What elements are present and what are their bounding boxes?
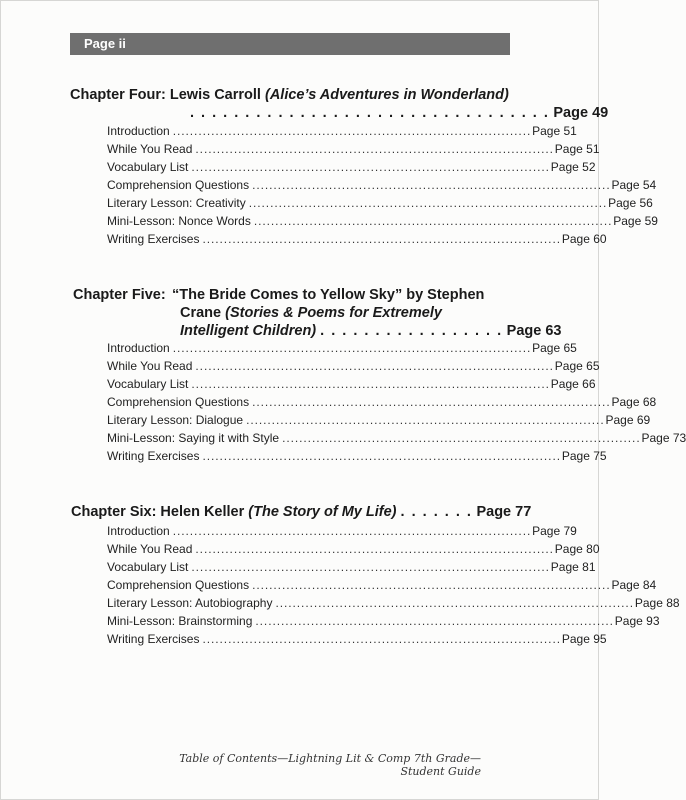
toc-entry-label: Comprehension Questions — [107, 178, 250, 192]
dot-leader — [252, 176, 608, 194]
dot-leader — [195, 540, 551, 558]
toc-entry-page: Page 51 — [554, 142, 600, 156]
chapter-six-title[interactable] — [71, 503, 531, 521]
toc-entry[interactable] — [107, 375, 596, 393]
dot-leader — [202, 447, 558, 465]
chapter-four-leader: . . . . . . . . . . . . . . . . . . . . . . . . . . . . . . . . . — [190, 105, 550, 121]
toc-entry-label: Literary Lesson: Creativity — [107, 196, 246, 210]
toc-entry-label: Comprehension Questions — [107, 395, 250, 409]
dot-leader — [282, 429, 638, 447]
dot-leader — [202, 630, 558, 648]
chapter-five-title[interactable] — [73, 286, 166, 304]
toc-entry-page: Page 52 — [550, 160, 596, 174]
toc-entry-page: Page 84 — [611, 578, 657, 592]
chapter-five-title-line2 — [180, 304, 442, 322]
toc-entry-label: Vocabulary List — [107, 160, 189, 174]
toc-entry-label: Comprehension Questions — [107, 578, 250, 592]
toc-entry[interactable] — [107, 212, 658, 230]
toc-entry-page: Page 65 — [554, 359, 600, 373]
toc-entry[interactable] — [107, 339, 577, 357]
toc-entry-label: Mini-Lesson: Nonce Words — [107, 214, 251, 228]
toc-entry-page: Page 75 — [561, 449, 607, 463]
toc-entry-page: Page 68 — [611, 395, 657, 409]
toc-entry[interactable] — [107, 630, 607, 648]
toc-entry-page: Page 56 — [608, 196, 653, 210]
chapter-four-title[interactable] — [70, 86, 509, 104]
toc-entry-label: Introduction — [107, 124, 170, 138]
chapter-six-leader: . . . . . . . — [400, 504, 473, 520]
toc-entry[interactable] — [107, 522, 577, 540]
chapter-five-title-line3 — [180, 322, 561, 340]
chapter-five-title-text: “The Bride Comes to Yellow Sky” by Stephen — [172, 287, 485, 303]
toc-entry-page: Page 81 — [550, 560, 596, 574]
dot-leader — [191, 158, 547, 176]
chapter-five-author-line: Crane — [180, 305, 222, 321]
dot-leader — [275, 594, 631, 612]
toc-entry-page: Page 65 — [532, 341, 577, 355]
dot-leader — [249, 194, 605, 212]
toc-entry[interactable] — [107, 612, 660, 630]
toc-entry-label: Mini-Lesson: Brainstorming — [107, 614, 253, 628]
toc-entry-label: Introduction — [107, 341, 170, 355]
dot-leader — [195, 140, 551, 158]
toc-entry[interactable] — [107, 122, 577, 140]
chapter-four-page-line — [190, 104, 608, 122]
chapter-six-page: Page 77 — [476, 504, 532, 520]
chapter-four-entries — [107, 122, 658, 248]
page-number-banner — [70, 33, 510, 55]
toc-entry-page: Page 54 — [611, 178, 657, 192]
toc-entry-page: Page 66 — [550, 377, 596, 391]
chapter-four-title-text: Chapter Four: Lewis Carroll — [70, 87, 261, 103]
dot-leader — [191, 375, 547, 393]
toc-entry-label: While You Read — [107, 142, 193, 156]
toc-entry-page: Page 73 — [641, 431, 686, 445]
toc-entry-label: While You Read — [107, 542, 193, 556]
chapter-four-book-title: (Alice’s Adventures in Wonderland) — [264, 87, 509, 103]
dot-leader — [173, 522, 529, 540]
toc-entry-label: Mini-Lesson: Saying it with Style — [107, 431, 280, 445]
toc-entry-page: Page 60 — [561, 232, 607, 246]
toc-entry-page: Page 80 — [554, 542, 600, 556]
toc-entry-page: Page 69 — [605, 413, 651, 427]
dot-leader — [246, 411, 602, 429]
chapter-four-page: Page 49 — [553, 105, 609, 121]
toc-entry[interactable] — [107, 576, 657, 594]
chapter-five-book-title-cont: Intelligent Children) — [180, 323, 317, 339]
toc-entry-label: Vocabulary List — [107, 377, 189, 391]
chapter-five-book-title: (Stories & Poems for Extremely — [225, 305, 442, 321]
toc-entry[interactable] — [107, 140, 600, 158]
dot-leader — [254, 212, 610, 230]
toc-entry[interactable] — [107, 447, 607, 465]
dot-leader — [252, 576, 608, 594]
chapter-six-title-text: Chapter Six: Helen Keller — [71, 504, 245, 520]
chapter-five-prefix: Chapter Five: — [73, 287, 166, 303]
toc-entry-label: Writing Exercises — [107, 232, 200, 246]
dot-leader — [202, 230, 558, 248]
chapter-five-page: Page 63 — [506, 323, 562, 339]
dot-leader — [173, 122, 529, 140]
toc-entry-page: Page 51 — [532, 124, 577, 138]
page-number-label: Page ii — [84, 36, 126, 51]
toc-entry-label: Writing Exercises — [107, 632, 200, 646]
toc-entry-page: Page 79 — [532, 524, 577, 538]
toc-entry[interactable] — [107, 594, 680, 612]
toc-entry-page: Page 59 — [613, 214, 658, 228]
toc-entry-label: Introduction — [107, 524, 170, 538]
toc-entry[interactable] — [107, 357, 600, 375]
toc-entry[interactable] — [107, 540, 600, 558]
chapter-six-entries — [107, 522, 680, 648]
chapter-six-book-title: (The Story of My Life) — [248, 504, 397, 520]
toc-entry[interactable] — [107, 393, 657, 411]
toc-entry[interactable] — [107, 429, 686, 447]
toc-entry-page: Page 95 — [561, 632, 607, 646]
toc-entry[interactable] — [107, 558, 596, 576]
dot-leader — [252, 393, 608, 411]
page-footer: Table of Contents—Lightning Lit & Comp 7th Grade—Student Guide — [179, 752, 481, 778]
toc-entry-label: Literary Lesson: Dialogue — [107, 413, 244, 427]
toc-entry-label: Vocabulary List — [107, 560, 189, 574]
toc-entry-page: Page 93 — [614, 614, 660, 628]
chapter-five-title-line1 — [172, 286, 484, 304]
dot-leader — [173, 339, 529, 357]
chapter-five-entries — [107, 339, 686, 465]
toc-entry-label: Writing Exercises — [107, 449, 200, 463]
dot-leader — [255, 612, 611, 630]
toc-entry-label: While You Read — [107, 359, 193, 373]
toc-entry[interactable] — [107, 230, 607, 248]
toc-entry[interactable] — [107, 176, 657, 194]
toc-entry[interactable] — [107, 411, 651, 429]
toc-entry-label: Literary Lesson: Autobiography — [107, 596, 273, 610]
dot-leader — [195, 357, 551, 375]
toc-entry[interactable] — [107, 158, 596, 176]
chapter-five-leader: . . . . . . . . . . . . . . . . . — [320, 323, 503, 339]
dot-leader — [191, 558, 547, 576]
toc-entry[interactable] — [107, 194, 653, 212]
toc-entry-page: Page 88 — [634, 596, 680, 610]
